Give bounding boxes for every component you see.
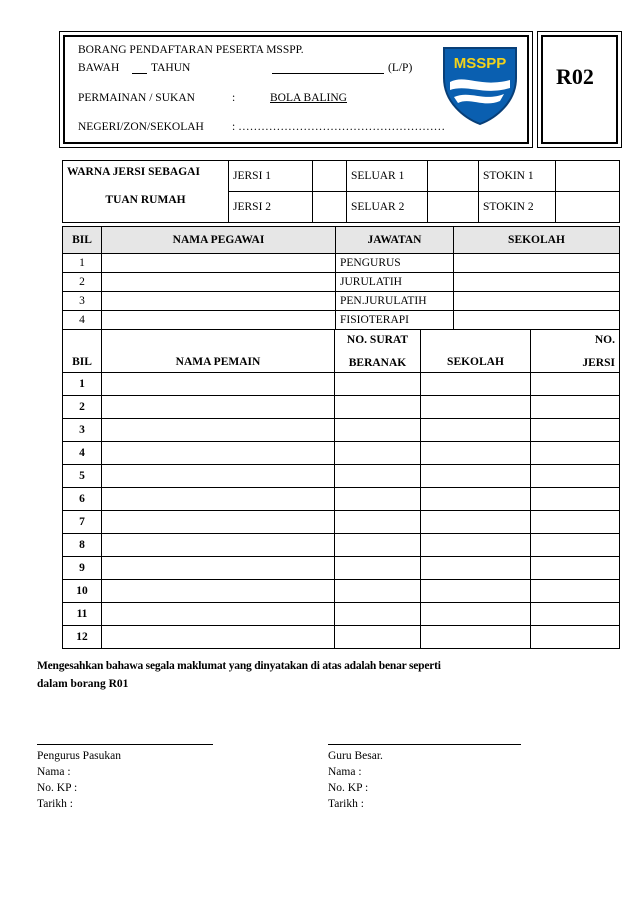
player-name-field[interactable]	[102, 396, 335, 419]
player-bil: 3	[63, 419, 102, 442]
player-jersi-field[interactable]	[531, 419, 620, 442]
player-surat-field[interactable]	[335, 488, 421, 511]
official-jawatan: PENGURUS	[336, 254, 454, 273]
declaration-line2: dalam borang R01	[37, 678, 129, 690]
gender-blank[interactable]	[272, 73, 384, 74]
jersey-label: WARNA JERSI SEBAGAI TUAN RUMAH	[63, 161, 229, 223]
permainan-value: BOLA BALING	[270, 92, 347, 104]
stokin2-field[interactable]	[556, 192, 620, 223]
msspp-logo	[440, 42, 520, 126]
players-header-nama: NAMA PEMAIN	[102, 330, 335, 373]
player-jersi-field[interactable]	[531, 557, 620, 580]
player-school-field[interactable]	[421, 419, 531, 442]
player-name-field[interactable]	[102, 488, 335, 511]
negeri-label: NEGERI/ZON/SEKOLAH	[78, 121, 204, 133]
player-row	[63, 442, 620, 465]
official-name-field[interactable]	[102, 273, 336, 292]
form-code: R02	[556, 64, 594, 89]
players-header-jersi: NO. JERSI	[531, 330, 620, 373]
official-bil: 4	[63, 311, 102, 330]
player-surat-field[interactable]	[335, 580, 421, 603]
sign-left-nama: Nama :	[37, 766, 71, 778]
player-name-field[interactable]	[102, 465, 335, 488]
official-name-field[interactable]	[102, 254, 336, 273]
official-school-field[interactable]	[454, 292, 620, 311]
player-jersi-field[interactable]	[531, 534, 620, 557]
player-bil: 10	[63, 580, 102, 603]
official-jawatan: JURULATIH	[336, 273, 454, 292]
player-row	[63, 534, 620, 557]
player-school-field[interactable]	[421, 626, 531, 649]
official-jawatan: PEN.JURULATIH	[336, 292, 454, 311]
player-school-field[interactable]	[421, 465, 531, 488]
official-bil: 3	[63, 292, 102, 311]
player-name-field[interactable]	[102, 534, 335, 557]
player-jersi-field[interactable]	[531, 488, 620, 511]
jersi1-field[interactable]	[313, 161, 347, 192]
player-bil: 1	[63, 373, 102, 396]
player-row	[63, 488, 620, 511]
player-name-field[interactable]	[102, 373, 335, 396]
player-surat-field[interactable]	[335, 511, 421, 534]
seluar2-field[interactable]	[428, 192, 479, 223]
players-table	[62, 329, 620, 649]
jersi2-label: JERSI 2	[229, 192, 313, 223]
official-school-field[interactable]	[454, 273, 620, 292]
player-row	[63, 557, 620, 580]
declaration-line1: Mengesahkan bahawa segala maklumat yang dinyatakan di atas adalah benar seperti	[37, 660, 441, 672]
player-surat-field[interactable]	[335, 442, 421, 465]
jersi1-label: JERSI 1	[229, 161, 313, 192]
signature-line-left[interactable]	[37, 744, 213, 745]
player-row	[63, 626, 620, 649]
player-surat-field[interactable]	[335, 419, 421, 442]
sign-left-tarikh: Tarikh :	[37, 798, 73, 810]
official-bil: 2	[63, 273, 102, 292]
official-school-field[interactable]	[454, 311, 620, 330]
officials-header-bil: BIL	[63, 227, 102, 254]
official-bil: 1	[63, 254, 102, 273]
stokin2-label: STOKIN 2	[479, 192, 556, 223]
officials-table	[62, 226, 620, 330]
player-surat-field[interactable]	[335, 557, 421, 580]
player-surat-field[interactable]	[335, 603, 421, 626]
gender-label: (L/P)	[388, 62, 413, 74]
player-bil: 7	[63, 511, 102, 534]
sign-right-kp: No. KP :	[328, 782, 369, 794]
player-jersi-field[interactable]	[531, 626, 620, 649]
permainan-label: PERMAINAN / SUKAN	[78, 92, 195, 104]
player-row	[63, 419, 620, 442]
jersi2-field[interactable]	[313, 192, 347, 223]
player-bil: 12	[63, 626, 102, 649]
player-jersi-field[interactable]	[531, 442, 620, 465]
player-school-field[interactable]	[421, 442, 531, 465]
sign-right-title: Guru Besar.	[328, 750, 383, 762]
player-school-field[interactable]	[421, 373, 531, 396]
bawah-label: BAWAH	[78, 62, 120, 74]
seluar2-label: SELUAR 2	[347, 192, 428, 223]
player-bil: 11	[63, 603, 102, 626]
player-row	[63, 396, 620, 419]
signature-line-right[interactable]	[328, 744, 521, 745]
officials-header-jawatan: JAWATAN	[336, 227, 454, 254]
svg-text:MSSPP: MSSPP	[453, 55, 507, 72]
stokin1-field[interactable]	[556, 161, 620, 192]
official-name-field[interactable]	[102, 311, 336, 330]
player-name-field[interactable]	[102, 557, 335, 580]
player-jersi-field[interactable]	[531, 465, 620, 488]
player-jersi-field[interactable]	[531, 373, 620, 396]
players-header-bil: BIL	[63, 330, 102, 373]
player-surat-field[interactable]	[335, 465, 421, 488]
player-school-field[interactable]	[421, 557, 531, 580]
sign-left-title: Pengurus Pasukan	[37, 750, 122, 762]
sign-left-kp: No. KP :	[37, 782, 78, 794]
player-jersi-field[interactable]	[531, 511, 620, 534]
players-header-surat: NO. SURAT BERANAK	[335, 330, 421, 373]
players-header-sekolah: SEKOLAH	[421, 330, 531, 373]
player-row	[63, 465, 620, 488]
jersey-table	[62, 160, 620, 223]
officials-header-nama: NAMA PEGAWAI	[102, 227, 336, 254]
player-school-field[interactable]	[421, 580, 531, 603]
player-surat-field[interactable]	[335, 373, 421, 396]
official-school-field[interactable]	[454, 254, 620, 273]
age-blank[interactable]	[132, 73, 147, 74]
player-bil: 5	[63, 465, 102, 488]
player-jersi-field[interactable]	[531, 396, 620, 419]
player-school-field[interactable]	[421, 396, 531, 419]
player-name-field[interactable]	[102, 626, 335, 649]
player-jersi-field[interactable]	[531, 603, 620, 626]
seluar1-label: SELUAR 1	[347, 161, 428, 192]
player-school-field[interactable]	[421, 603, 531, 626]
player-school-field[interactable]	[421, 511, 531, 534]
player-school-field[interactable]	[421, 488, 531, 511]
official-name-field[interactable]	[102, 292, 336, 311]
player-name-field[interactable]	[102, 419, 335, 442]
player-row	[63, 580, 620, 603]
player-jersi-field[interactable]	[531, 580, 620, 603]
player-name-field[interactable]	[102, 580, 335, 603]
player-name-field[interactable]	[102, 603, 335, 626]
seluar1-field[interactable]	[428, 161, 479, 192]
player-bil: 6	[63, 488, 102, 511]
tahun-label: TAHUN	[151, 62, 191, 74]
player-bil: 8	[63, 534, 102, 557]
player-surat-field[interactable]	[335, 396, 421, 419]
player-name-field[interactable]	[102, 511, 335, 534]
player-bil: 4	[63, 442, 102, 465]
form-title: BORANG PENDAFTARAN PESERTA MSSPP.	[78, 44, 304, 56]
player-surat-field[interactable]	[335, 626, 421, 649]
player-bil: 9	[63, 557, 102, 580]
player-row	[63, 603, 620, 626]
player-surat-field[interactable]	[335, 534, 421, 557]
permainan-colon: :	[232, 92, 236, 104]
player-bil: 2	[63, 396, 102, 419]
player-school-field[interactable]	[421, 534, 531, 557]
negeri-value[interactable]: : ………………………………………………	[232, 121, 446, 133]
sign-right-nama: Nama :	[328, 766, 362, 778]
player-row	[63, 373, 620, 396]
official-jawatan: FISIOTERAPI	[336, 311, 454, 330]
stokin1-label: STOKIN 1	[479, 161, 556, 192]
officials-header-sekolah: SEKOLAH	[454, 227, 620, 254]
player-row	[63, 511, 620, 534]
player-name-field[interactable]	[102, 442, 335, 465]
sign-right-tarikh: Tarikh :	[328, 798, 364, 810]
